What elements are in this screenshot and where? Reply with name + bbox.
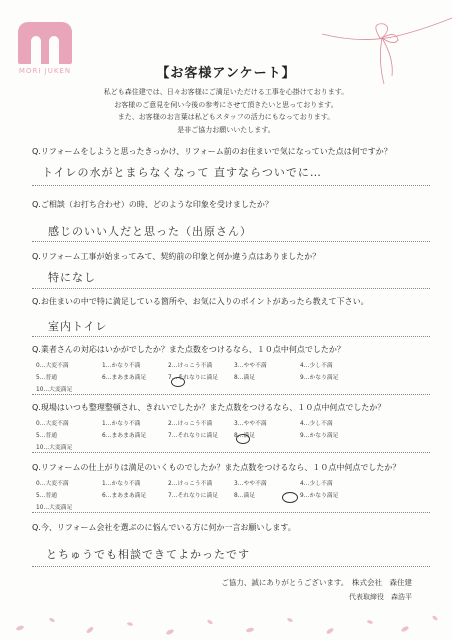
divider <box>32 288 430 289</box>
answer-2: 感じのいい人だと思った（出原さん） <box>48 225 252 238</box>
divider <box>32 241 430 242</box>
scale-option: 10…大変満足 <box>36 387 73 393</box>
petal-decoration <box>0 600 452 640</box>
scale-option: 6…まあまあ満足 <box>102 375 147 381</box>
final-answer: とちゅうでも相談できてよかったです <box>46 548 250 561</box>
scale-option: 2…けっこう不満 <box>168 481 213 487</box>
representative-text: 代表取締役 森浩平 <box>349 593 412 601</box>
scale-option: 1…かなり不満 <box>102 363 141 369</box>
scale-option: 2…けっこう不満 <box>168 421 213 427</box>
scale-option: 3…やや不満 <box>234 421 267 427</box>
scale-option: 5…普通 <box>36 433 58 439</box>
logo-text: MORI JUKEN <box>18 67 72 75</box>
answer-1: トイレの水がとまらなくなって 直すならついでに… <box>42 166 322 179</box>
rating-question-2: Q.現場はいつも整理整頓され、きれいでしたか？また点数をつけるなら、１０点中何点でしたか？ <box>32 403 386 412</box>
scale-option: 5…普通 <box>36 493 58 499</box>
scale-option: 4…少し不満 <box>300 421 333 427</box>
rating-scale-1 <box>36 360 366 393</box>
question-3: Q.リフォーム工事が始まってみて、契約前の印象と何か違う点はありましたか？ <box>32 252 321 261</box>
scale-option: 5…普通 <box>36 375 58 381</box>
rating-question-1: Q.業者さんの対応はいかがでしたか？また点数をつけるなら、１０点中何点でしたか？ <box>32 345 345 354</box>
final-question: Q.今、リフォーム会社を選ぶのに悩んでいる方に何か一言お願いします。 <box>32 523 296 532</box>
rating-scale-3 <box>36 478 366 511</box>
selected-rating-circle <box>282 492 298 503</box>
scale-option: 0…大変不満 <box>36 363 69 369</box>
divider <box>32 336 430 337</box>
scale-option: 3…やや不満 <box>234 363 267 369</box>
rating-question-3: Q.リフォームの仕上がりは満足のいくものでしたか？また点数をつけるなら、１０点中何点でしたか？ <box>32 463 401 472</box>
rating-scale-2 <box>36 418 366 451</box>
scale-option: 7…それなりに満足 <box>168 493 219 499</box>
scale-option: 4…少し不満 <box>300 481 333 487</box>
divider <box>32 394 430 395</box>
scale-option: 7…それなりに満足 <box>168 433 219 439</box>
intro-line: お客様のご意見を伺い今後の参考にさせて頂きたいと思っております。 <box>114 100 338 109</box>
intro-line: また、お客様のお言葉は私どもスタッフの活力にもなっております。 <box>117 113 335 121</box>
scale-option: 8…満足 <box>234 433 256 439</box>
intro-line: 私ども森住建では、日々お客様にご満足いただける工事を心掛けております。 <box>103 88 349 96</box>
question-4: Q.お住まいの中で特に満足している箇所や、お気に入りのポイントがあったら教えて下さい。 <box>32 297 369 306</box>
scale-option: 0…大変不満 <box>36 421 69 427</box>
scale-option: 10…大変満足 <box>36 505 73 511</box>
scale-option: 1…かなり不満 <box>102 481 141 487</box>
selected-rating-circle <box>171 377 185 387</box>
scale-option: 0…大変不満 <box>36 481 69 487</box>
scale-option: 9…かなり満足 <box>300 433 339 439</box>
question-2: Q.ご相談（お打ち合わせ）の時、どのような印象を受けましたか？ <box>32 200 273 209</box>
divider <box>32 512 430 513</box>
scale-option: 7…それなりに満足 <box>168 375 219 381</box>
scale-option: 1…かなり不満 <box>102 421 141 427</box>
divider <box>32 452 430 453</box>
divider <box>32 185 430 186</box>
scale-option: 6…まあまあ満足 <box>102 433 147 439</box>
question-1: Q.リフォームをしようと思ったきっかけ、リフォーム前のお住まいで気になっていた点は何ですか？ <box>32 147 392 156</box>
answer-3: 特になし <box>48 271 96 284</box>
page-title: 【お客様アンケート】 <box>156 66 296 81</box>
scale-option: 9…かなり満足 <box>300 493 339 499</box>
intro-line: 是非ご協力お願いいたします。 <box>177 125 275 134</box>
intro-text <box>0 86 452 136</box>
scale-option: 6…まあまあ満足 <box>102 493 147 499</box>
scale-option: 8…満足 <box>234 493 256 499</box>
divider <box>32 566 430 567</box>
scale-option: 2…けっこう不満 <box>168 363 213 369</box>
logo-mark <box>18 22 72 64</box>
scale-option: 8…満足 <box>234 375 256 381</box>
scale-option: 3…やや不満 <box>234 481 267 487</box>
scale-option: 4…少し不満 <box>300 363 333 369</box>
thanks-text: ご協力、誠にありがとうございます。 株式会社 森住建 <box>221 578 412 587</box>
selected-rating-circle <box>236 434 250 444</box>
scale-option: 10…大変満足 <box>36 445 73 451</box>
answer-4: 室内トイレ <box>48 320 108 333</box>
scale-option: 9…かなり満足 <box>300 375 339 381</box>
